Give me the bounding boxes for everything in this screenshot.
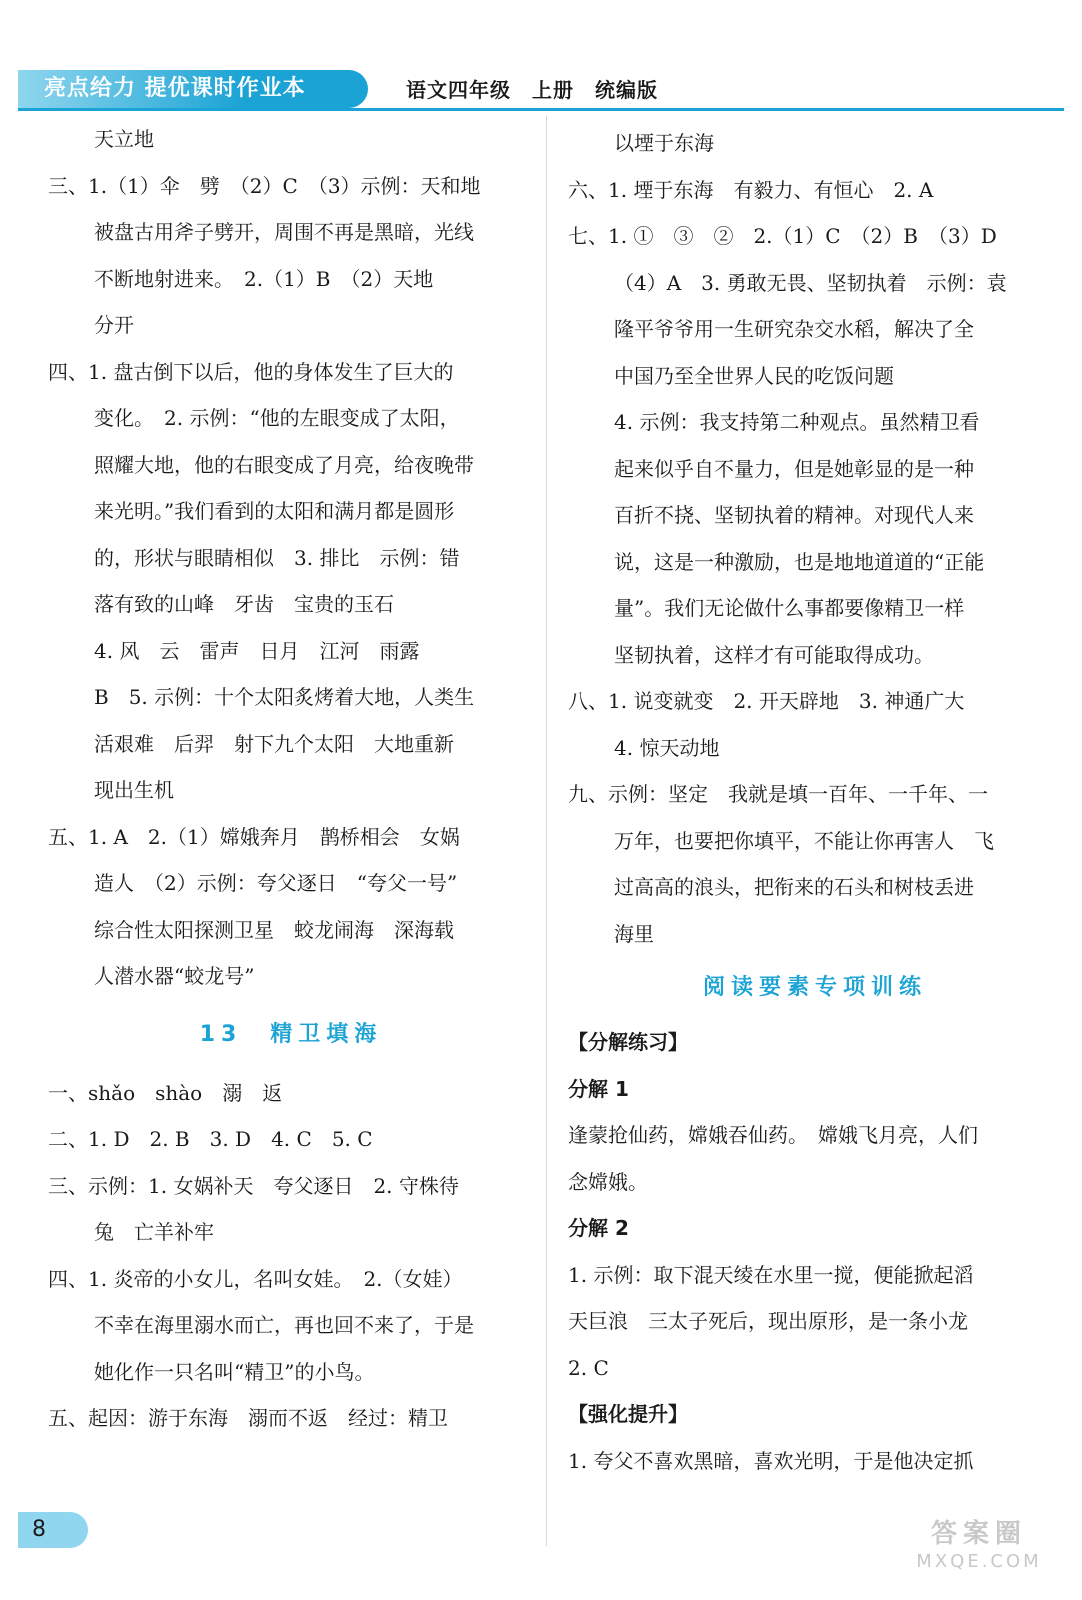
- answer-line: 三、示例：1. 女娲补天 夸父逐日 2. 守株待: [48, 1173, 459, 1198]
- right-column: [568, 120, 1062, 1484]
- answer-line: 起来似乎自不量力，但是她彰显的是一种: [614, 456, 974, 481]
- answer-line: 4. 示例：我支持第二种观点。虽然精卫看: [614, 410, 980, 434]
- answer-line: 1. 示例：取下混天绫在水里一搅，便能掀起滔: [568, 1262, 974, 1287]
- answer-line: 海里: [614, 921, 654, 946]
- subject-label: 语文四年级 上册 统编版: [406, 78, 658, 102]
- lesson-title: 13 精卫填海: [199, 1021, 383, 1047]
- page-number: 8: [18, 1512, 88, 1548]
- subsection-heading: 【强化提升】: [568, 1402, 688, 1426]
- answer-line: 落有致的山峰 牙齿 宝贵的玉石: [94, 592, 394, 616]
- answer-line: 造人 （2）示例：夸父逐日 “夸父一号”: [94, 871, 458, 895]
- answer-line: 照耀大地，他的右眼变成了月亮，给夜晚带: [94, 452, 474, 477]
- answer-line: 百折不挠、坚韧执着的精神。对现代人来: [614, 503, 974, 527]
- answer-line: 过高高的浪头，把衔来的石头和树枝丢进: [614, 875, 974, 899]
- answer-line: 变化。 2. 示例：“他的左眼变成了太阳，: [94, 406, 460, 430]
- answer-line: 4. 惊天动地: [614, 735, 720, 760]
- answer-line: 以堙于东海: [614, 131, 714, 155]
- answer-line: 不断地射进来。 2.（1）B （2）天地: [94, 266, 434, 291]
- answer-line: 人潜水器“蛟龙号”: [94, 964, 255, 988]
- answer-line: 分开: [94, 313, 134, 337]
- answer-line: 天立地: [94, 127, 154, 151]
- answer-line: 二、1. D 2. B 3. D 4. C 5. C: [48, 1127, 373, 1151]
- subsection-heading: 分解 2: [568, 1216, 629, 1240]
- answer-line: 六、1. 堙于东海 有毅力、有恒心 2. A: [568, 177, 934, 202]
- column-divider: [546, 116, 547, 1546]
- answer-line: 隆平爷爷用一生研究杂交水稻，解决了全: [614, 317, 974, 341]
- answer-line: 九、示例：坚定 我就是填一百年、一千年、一: [568, 782, 988, 806]
- watermark-url: MXQE.COM: [916, 1551, 1042, 1572]
- answer-line: 一、shǎo shào 溺 返: [48, 1080, 283, 1105]
- answer-line: 中国乃至全世界人民的吃饭问题: [614, 363, 894, 388]
- answer-line: 她化作一只名叫“精卫”的小鸟。: [94, 1359, 375, 1384]
- left-column: [48, 116, 534, 1442]
- answer-line: 活艰难 后羿 射下九个太阳 大地重新: [94, 731, 454, 756]
- answer-line: 五、1. A 2.（1）嫦娥奔月 鹊桥相会 女娲: [48, 824, 460, 849]
- answer-line: 4. 风 云 雷声 日月 江河 雨露: [94, 638, 420, 663]
- answer-line: 七、1. ① ③ ② 2.（1）C （2）B （3）D: [568, 224, 997, 248]
- answer-line: 现出生机: [94, 778, 174, 802]
- answer-line: 八、1. 说变就变 2. 开天辟地 3. 神通广大: [568, 689, 965, 713]
- answer-line: （4）A 3. 勇敢无畏、坚韧执着 示例：袁: [614, 270, 1007, 295]
- section-title: 阅读要素专项训练: [702, 975, 927, 1000]
- answer-line: 三、1.（1）伞 劈 （2）C （3）示例：天和地: [48, 173, 481, 198]
- watermark-text: 答案圈: [930, 1519, 1027, 1549]
- answer-line: 天巨浪 三太子死后，现出原形，是一条小龙: [568, 1309, 968, 1333]
- answer-line: 来光明。”我们看到的太阳和满月都是圆形: [94, 499, 455, 523]
- answer-line: 量”。我们无论做什么事都要像精卫一样: [614, 596, 965, 620]
- answer-line: 兔 亡羊补牢: [94, 1220, 214, 1244]
- answer-line: 五、起因：游于东海 溺而不返 经过：精卫: [48, 1406, 448, 1430]
- answer-line: 四、1. 盘古倒下以后，他的身体发生了巨大的: [48, 359, 454, 384]
- answer-line: 说，这是一种激励，也是地地道道的“正能: [614, 549, 985, 574]
- answer-line: 逢蒙抢仙药，嫦娥吞仙药。 嫦娥飞月亮，人们: [568, 1123, 978, 1147]
- answer-line: 的，形状与眼睛相似 3. 排比 示例：错: [94, 545, 460, 570]
- answer-line: 四、1. 炎帝的小女儿，名叫女娃。 2.（女娃）: [48, 1266, 463, 1291]
- answer-line: 被盘古用斧子劈开，周围不再是黑暗，光线: [94, 220, 474, 244]
- page-header: [0, 0, 1082, 110]
- answer-line: 万年，也要把你填平，不能让你再害人 飞: [614, 828, 994, 853]
- answer-line: 综合性太阳探测卫星 蛟龙闹海 深海载: [94, 917, 454, 942]
- subsection-heading: 【分解练习】: [568, 1030, 688, 1054]
- watermark-logo: [894, 1518, 1064, 1578]
- header-rule: [18, 108, 1064, 111]
- answer-line: 2. C: [568, 1355, 609, 1380]
- answer-line: 1. 夸父不喜欢黑暗，喜欢光明，于是他决定抓: [568, 1448, 974, 1473]
- answer-line: 不幸在海里溺水而亡，再也回不来了，于是: [94, 1313, 474, 1337]
- subsection-heading: 分解 1: [568, 1076, 629, 1101]
- answer-line: 坚韧执着，这样才有可能取得成功。: [614, 642, 934, 667]
- answer-line: 念嫦娥。: [568, 1169, 648, 1194]
- answer-line: B 5. 示例：十个太阳炙烤着大地，人类生: [94, 685, 475, 709]
- brand-banner: 亮点给力 提优课时作业本: [18, 70, 368, 108]
